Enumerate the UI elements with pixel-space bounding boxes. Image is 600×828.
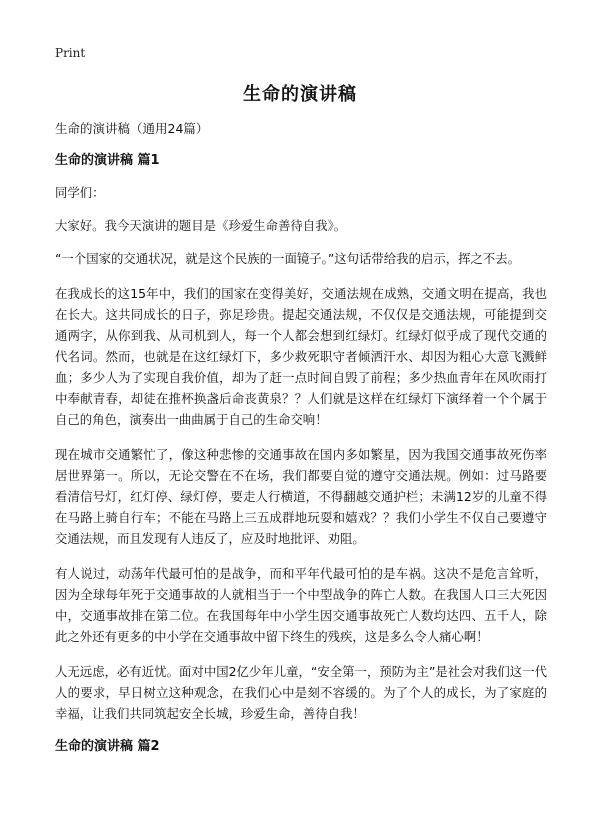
paragraph: 有人说过，动荡年代最可怕的是战争，而和平年代最可怕的是车祸。这决不是危言耸听，因为全球每年死于交通事故的人就相当于一个中型战争的阵亡人数。在我国人口三大死因中，交通事故排在第二位。在我国每年中小学生因交通事故死亡人数均达四、五千人，除此之外还有更多的中小学在交通事故中留下终生的残疾，这是多么令人痛心啊！ <box>55 566 547 644</box>
document-title: 生命的演讲稿 <box>243 84 357 105</box>
paragraph: 大家好。我今天演讲的题目是《珍爱生命善待自我》。 <box>55 218 347 233</box>
document-subtitle: 生命的演讲稿（通用24篇） <box>55 121 209 136</box>
print-link[interactable]: Print <box>55 46 86 60</box>
paragraph: 在我成长的这15年中，我们的国家在变得美好，交通法规在成熟，交通文明在提高，我也在长大。这共同成长的日子，弥足珍贵。提起交通法规，不仅仅是交通法规，可能提到交通两字，从你到我、从司机到人，每一个人都会想到红绿灯。红绿灯似乎成了现代交通的代名词。然而，也就是在这红绿灯下，多少救死职守者倾洒汗水、却因为粗心大意飞溅鲜血；多少人为了实现自我价值，却为了赶一点时间自毁了前程；多少热血青年在风吹雨打中奉献青春，却徒在推杯换盏后命丧黄泉？？人们就是这样在红绿灯下演绎着一个个属于自己的角色，演奏出一曲曲属于自己的生命交响！ <box>55 286 547 427</box>
paragraph: 同学们： <box>55 185 105 200</box>
paragraph: “一个国家的交通状况，就是这个民族的一面镜子。”这句话带给我的启示，挥之不去。 <box>55 251 521 266</box>
paragraph: 现在城市交通繁忙了，像这种悲惨的交通事故在国内多如繁星，因为我国交通事故死伤率居世界第一。所以，无论交警在不在场，我们都要自觉的遵守交通法规。例如：过马路要看清信号灯，红灯停、绿灯停，要走人行横道，不得翻越交通护栏；未满12岁的儿童不得在马路上骑自行车；不能在马路上三五成群地玩耍和嬉戏？？我们小学生不仅自己要遵守交通法规，而且发现有人违反了，应及时地批评、劝阻。 <box>55 447 547 546</box>
section-heading-1: 生命的演讲稿 篇1 <box>55 153 160 168</box>
paragraph: 人无远虑，必有近忧。面对中国2亿少年儿童，“安全第一，预防为主”是社会对我们这一代人的要求，早日树立这种观念，在我们心中是刻不容缓的。为了个人的成长，为了家庭的幸福，让我们共同筑起安全长城，珍爱生命，善待自我！ <box>55 664 547 721</box>
document-body <box>55 120 547 768</box>
section-heading-2: 生命的演讲稿 篇2 <box>55 739 160 754</box>
